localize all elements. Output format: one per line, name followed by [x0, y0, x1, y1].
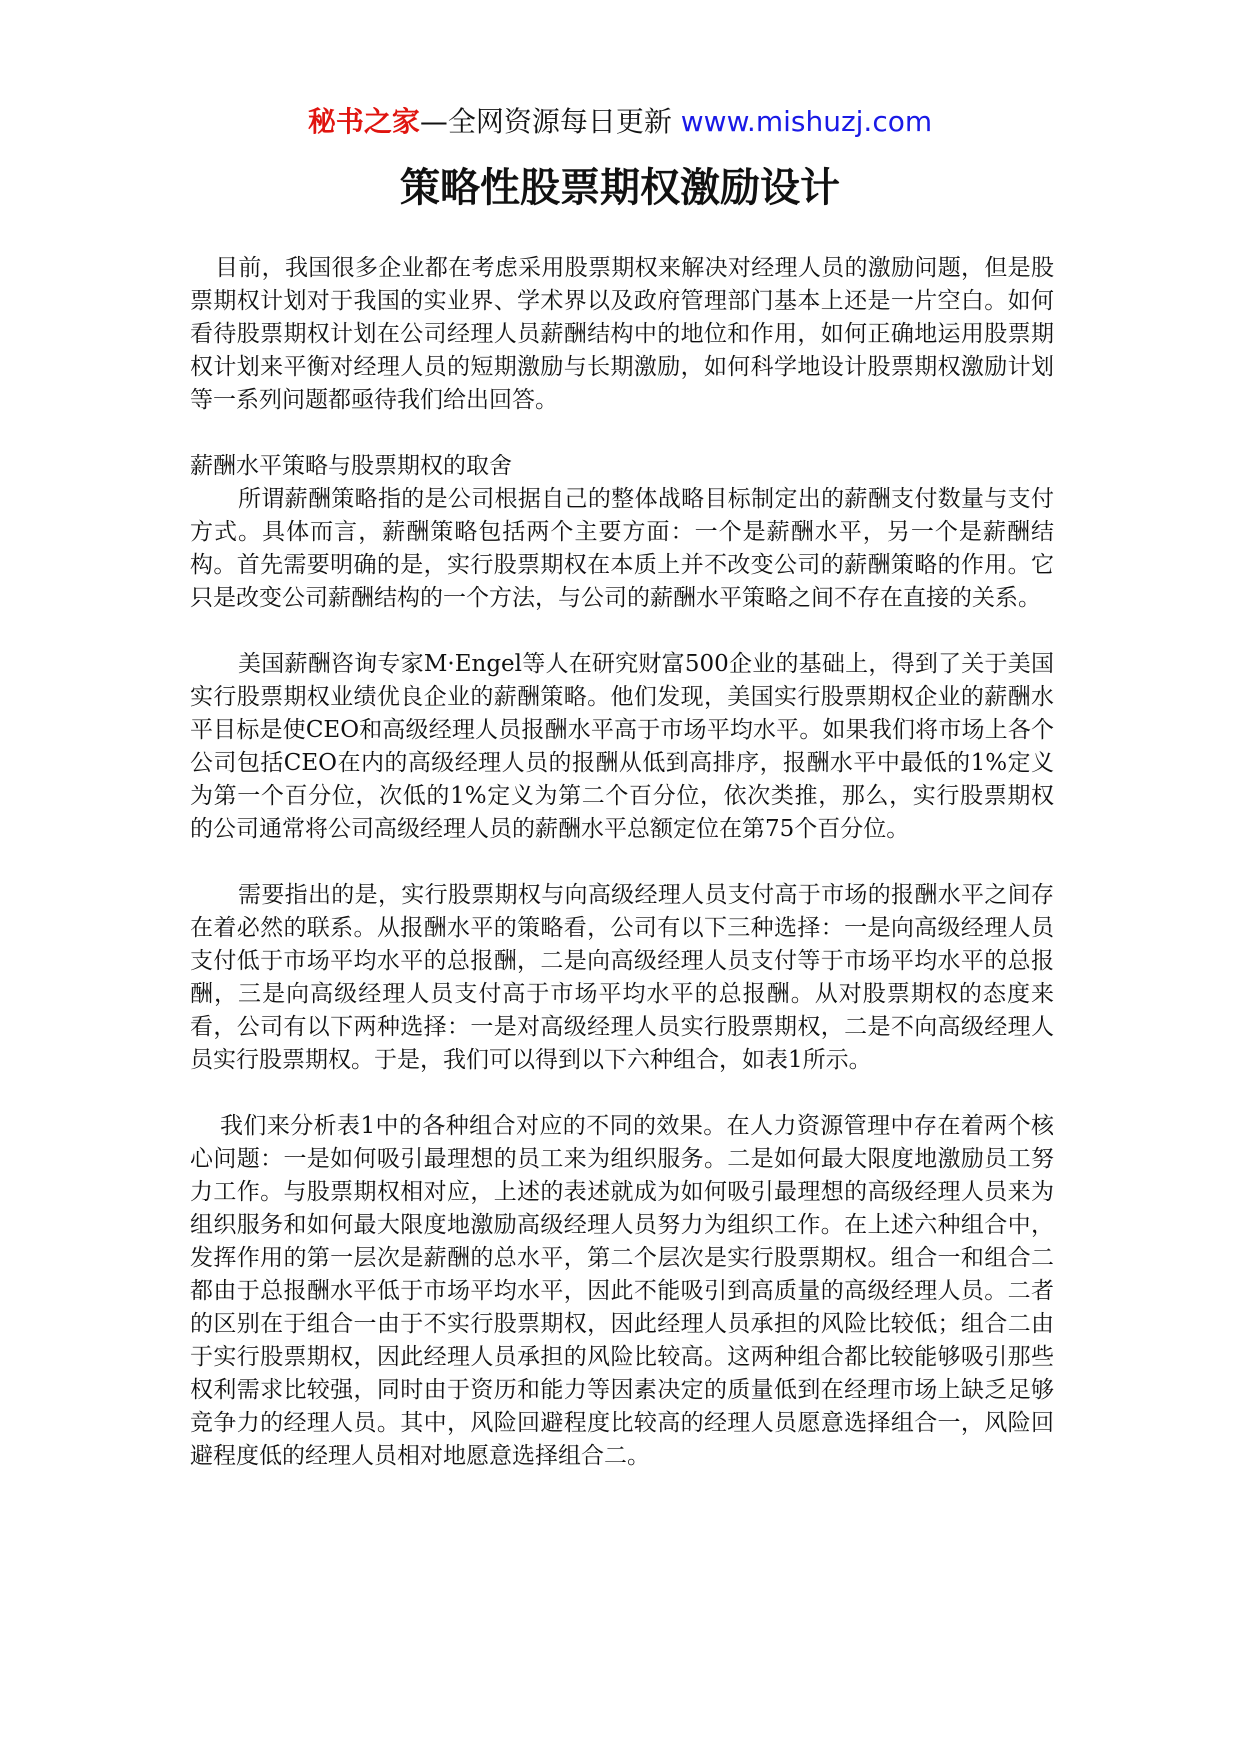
- site-slogan: —全网资源每日更新: [419, 105, 681, 138]
- site-url-link[interactable]: www.mishuzj.com: [680, 105, 933, 138]
- document-title: 策略性股票期权激励设计: [400, 165, 840, 211]
- site-brand: 秘书之家: [307, 105, 420, 138]
- document-body: [190, 252, 1054, 1473]
- paragraph-analysis: 我们来分析表1中的各种组合对应的不同的效果。在人力资源管理中存在着两个核心问题：一是如何吸引最理想的员工来为组织服务。二是如何最大限度地激励员工努力工作。与股票期权相对应，上述的表述就成为如何吸引最理想的高级经理人员来为组织服务和如何最大限度地激励高级经理人员努力为组织工作。在上述六种组合中，发挥作用的第一层次是薪酬的总水平，第二个层次是实行股票期权。组合一和组合二都由于总报酬水平低于市场平均水平，因此不能吸引到高质量的高级经理人员。二者的区别在于组合一由于不实行股票期权，因此经理人员承担的风险比较低；组合二由于实行股票期权，因此经理人员承担的风险比较高。这两种组合都比较能够吸引那些权利需求比较强，同时由于资历和能力等因素决定的质量低到在经理市场上缺乏足够竞争力的经理人员。其中，风险回避程度比较高的经理人员愿意选择组合一，风险回避程度低的经理人员相对地愿意选择组合二。: [190, 1113, 1054, 1469]
- paragraph-engel-study: 美国薪酬咨询专家M·Engel等人在研究财富500企业的基础上，得到了关于美国实行股票期权业绩优良企业的薪酬策略。他们发现，美国实行股票期权企业的薪酬水平目标是使CEO和高级经理人员报酬水平高于市场平均水平。如果我们将市场上各个公司包括CEO在内的高级经理人员的报酬从低到高排序，报酬水平中最低的1%定义为第一个百分位，次低的1%定义为第二个百分位，依次类推，那么，实行股票期权的公司通常将公司高级经理人员的薪酬水平总额定位在第75个百分位。: [190, 651, 1054, 842]
- site-banner: [0, 102, 1240, 142]
- paragraph-intro: 目前，我国很多企业都在考虑采用股票期权来解决对经理人员的激励问题，但是股票期权计划对于我国的实业界、学术界以及政府管理部门基本上还是一片空白。如何看待股票期权计划在公司经理人员薪酬结构中的地位和作用，如何正确地运用股票期权计划来平衡对经理人员的短期激励与长期激励，如何科学地设计股票期权激励计划等一系列问题都亟待我们给出回答。: [190, 255, 1054, 413]
- paragraph-compensation-strategy: 所谓薪酬策略指的是公司根据自己的整体战略目标制定出的薪酬支付数量与支付方式。具体而言，薪酬策略包括两个主要方面：一个是薪酬水平，另一个是薪酬结构。首先需要明确的是，实行股票期权在本质上并不改变公司的薪酬策略的作用。它只是改变公司薪酬结构的一个方法，与公司的薪酬水平策略之间不存在直接的关系。: [190, 486, 1054, 611]
- section-heading: 薪酬水平策略与股票期权的取舍: [190, 453, 512, 479]
- paragraph-six-combinations: 需要指出的是，实行股票期权与向高级经理人员支付高于市场的报酬水平之间存在着必然的联系。从报酬水平的策略看，公司有以下三种选择：一是向高级经理人员支付低于市场平均水平的总报酬，二是向高级经理人员支付等于市场平均水平的总报酬，三是向高级经理人员支付高于市场平均水平的总报酬。从对股票期权的态度来看，公司有以下两种选择：一是对高级经理人员实行股票期权，二是不向高级经理人员实行股票期权。于是，我们可以得到以下六种组合，如表1所示。: [190, 882, 1054, 1073]
